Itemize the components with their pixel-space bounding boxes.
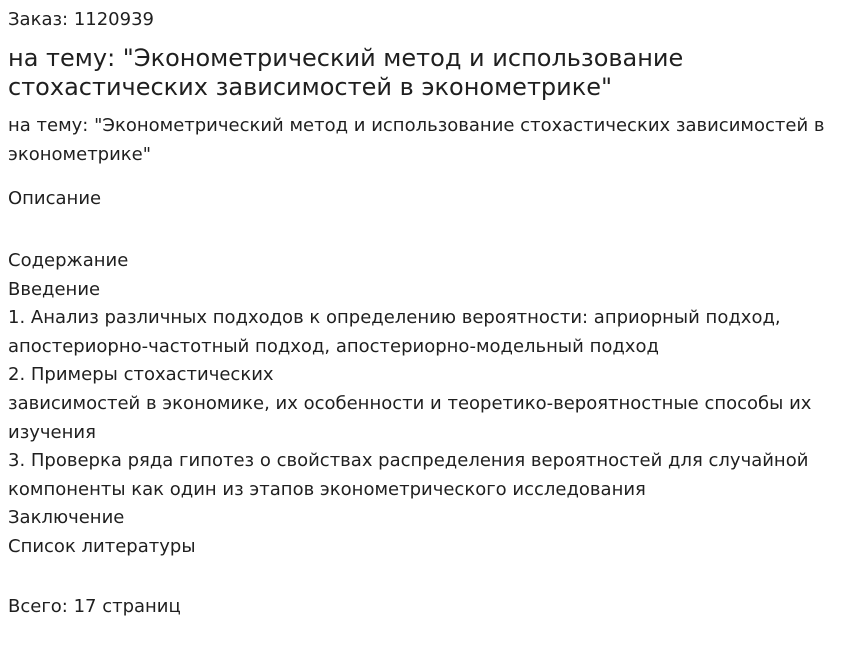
contents-heading: Содержание xyxy=(8,250,129,271)
contents-item-section-3: 3. Проверка ряда гипотез о свойствах распределения вероятностей для случайной компоненты как один из этапов эконометрического исследования xyxy=(8,450,809,500)
subtitle: на тему: "Эконометрический метод и использование стохастических зависимостей в эконометрике" xyxy=(8,115,825,165)
contents-item-conclusion: Заключение xyxy=(8,507,125,529)
table-of-contents xyxy=(8,247,839,562)
total-pages: Всего: 17 страниц xyxy=(8,595,181,617)
contents-item-section-1: 1. Анализ различных подходов к определению вероятности: априорный подход, апостериорно-частотный подход, апостериорно-модельный подход xyxy=(8,307,781,357)
contents-item-bibliography: Список литературы xyxy=(8,535,196,557)
description-label: Описание xyxy=(8,188,102,209)
contents-item-section-2-start: 2. Примеры стохастических xyxy=(8,364,274,386)
order-number: Заказ: 1120939 xyxy=(8,9,154,30)
page-title: на тему: "Эконометрический метод и использование стохастических зависимостей в эконометрике" xyxy=(8,44,684,101)
contents-item-section-2-continued: зависимостей в экономике, их особенности и теоретико-вероятностные способы их изучения xyxy=(8,392,812,443)
contents-item-introduction: Введение xyxy=(8,278,101,300)
document-page xyxy=(0,8,847,662)
